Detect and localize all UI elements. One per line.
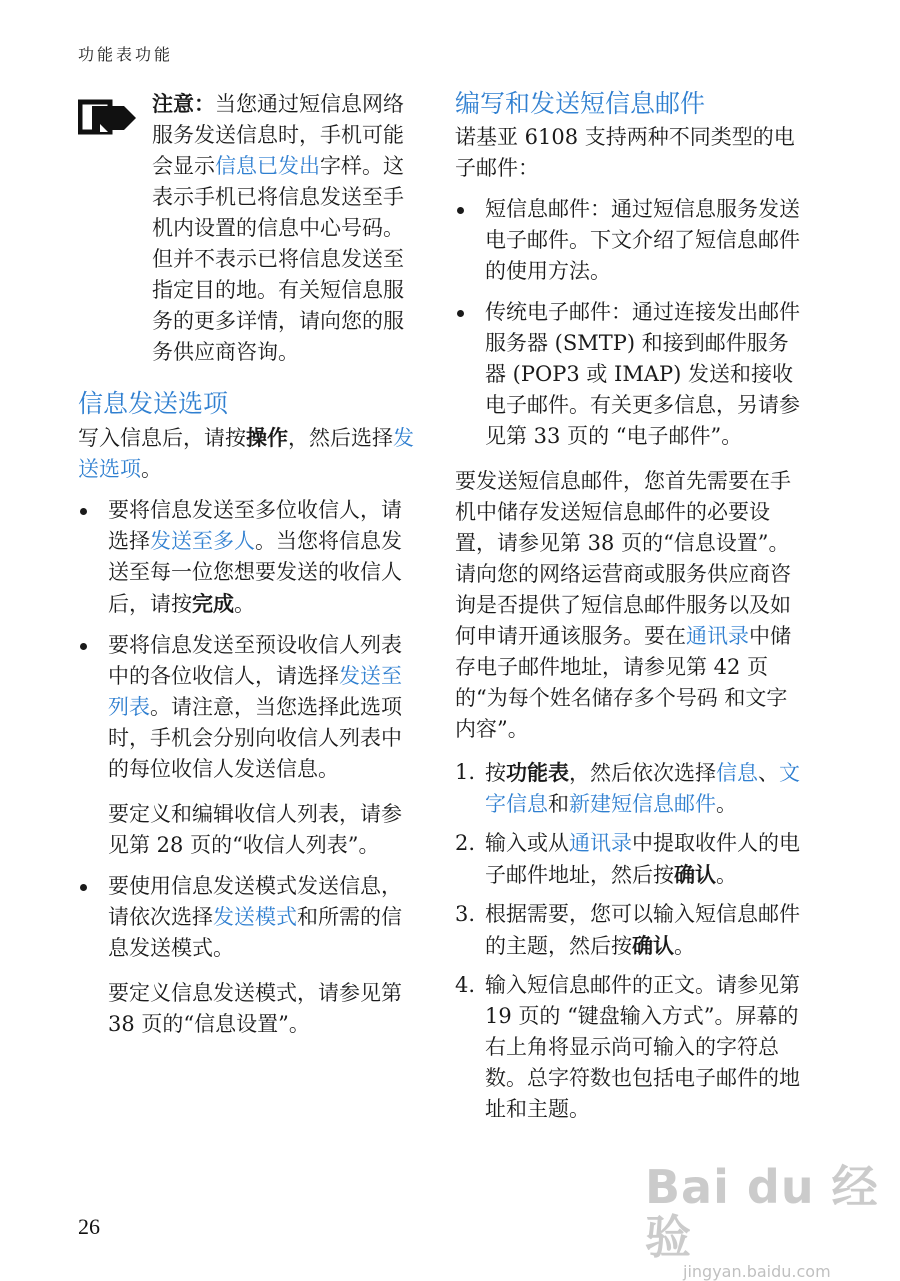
running-header: 功能表功能 [78,45,174,64]
baidu-jingyan-watermark [645,1160,885,1281]
step-number: 2. [455,831,476,855]
note-icon [78,98,138,138]
list-item: 传统电子邮件：通过连接发出邮件服务器 (SMTP) 和接到邮件服务器 (POP3 或 IMAP) 发送和接收电子邮件。有关更多信息，另请参见第 33 页的 “电子邮件”。 [455,297,805,452]
list-item: 要使用信息发送模式发送信息，请依次选择发送模式和所需的信息发送模式。 要定义信息发送模式，请参见第 38 页的“信息设置”。 [78,871,418,1040]
email-types-list [455,194,805,452]
note-label: 注意： [152,91,215,116]
bullet-icon [80,508,87,515]
watermark-url: jingyan.baidu.com [683,1262,831,1281]
list-item: 要将信息发送至预设收信人列表中的各位收信人，请选择发送至列表。请注意，当您选择此选项时，手机会分别向收信人列表中的每位收信人发送信息。 要定义和编辑收信人列表，请参见第 28 页的“收信人列表”。 [78,630,418,861]
link-text-messages[interactable]: 文字信息 [485,761,800,816]
done-key: 完成 [192,591,234,616]
page-number: 26 [78,1214,100,1239]
link-contacts[interactable]: 通讯录 [686,624,749,648]
link-send-to-list[interactable]: 发送至列表 [108,664,402,719]
section-heading-send-options: 信息发送选项 [78,389,229,418]
note-link-sent[interactable]: 信息已发出 [215,154,320,178]
list-item-subtext: 要定义信息发送模式，请参见第 38 页的“信息设置”。 [108,981,402,1036]
list-item: 短信息邮件：通过短信息服务发送电子邮件。下文介绍了短信息邮件的使用方法。 [455,194,805,287]
note-text: 注意：当您通过短信息网络服务发送信息时，手机可能会显示信息已发出字样。这表示手机已将信息发送至手机内设置的信息中心号码。但并不表示已将信息发送至指定目的地。有关短信息服务的更多详情，请向您的服务供应商咨询。 [152,91,404,364]
send-options-list [78,495,418,1040]
confirm-key: 确认 [674,862,716,887]
confirm-key: 确认 [632,933,674,958]
menu-key: 功能表 [506,760,569,785]
step-item: 1. 按功能表，然后依次选择信息、文字信息和新建短信息邮件。 [455,757,805,820]
list-item-subtext: 要定义和编辑收信人列表，请参见第 28 页的“收信人列表”。 [108,802,402,857]
list-item: 要将信息发送至多位收信人，请选择发送至多人。当您将信息发送至每一位您想要发送的收信人后，请按完成。 [78,495,418,620]
steps-list [455,757,805,1125]
sms-email-intro: 诺基亚 6108 支持两种不同类型的电子邮件： [455,125,795,180]
step-item: 4. 输入短信息邮件的正文。请参见第 19 页的 “键盘输入方式”。屏幕的右上角将显示尚可输入的字符总数。总字符数也包括电子邮件的地址和主题。 [455,970,805,1125]
link-send-to-many[interactable]: 发送至多人 [150,529,255,553]
bullet-icon [80,884,87,891]
bullet-icon [457,207,464,214]
note-box [78,88,414,368]
link-contacts[interactable]: 通讯录 [569,831,632,855]
send-options-intro: 写入信息后，请按操作，然后选择发送选项。 [78,425,414,481]
bullet-icon [80,643,87,650]
left-column [78,88,418,1050]
step-number: 3. [455,902,476,926]
link-new-sms-email[interactable]: 新建短信息邮件 [569,792,716,816]
step-number: 1. [455,760,476,784]
link-send-mode[interactable]: 发送模式 [213,905,297,929]
step-item: 2. 输入或从通讯录中提取收件人的电子邮件地址，然后按确认。 [455,828,805,891]
section-heading-sms-email: 编写和发送短信息邮件 [455,89,706,118]
step-item: 3. 根据需要，您可以输入短信息邮件的主题，然后按确认。 [455,899,805,962]
watermark-logo: Bai du 经验 [645,1160,879,1264]
step-number: 4. [455,973,476,997]
sms-email-paragraph: 要发送短信息邮件，您首先需要在手机中储存发送短信息邮件的必要设置，请参见第 38 页的“信息设置”。请向您的网络运营商或服务供应商咨询是否提供了短信息邮件服务以及如何申请开通该服务。要在通讯录中储存电子邮件地址，请参见第 42 页的“为每个姓名储存多个号码 和文字内容”。 [455,469,791,741]
bullet-icon [457,310,464,317]
right-column [455,88,805,1133]
link-messages[interactable]: 信息 [716,761,758,785]
link-send-options[interactable]: 发送选项 [78,426,414,481]
operate-key: 操作 [246,425,288,450]
